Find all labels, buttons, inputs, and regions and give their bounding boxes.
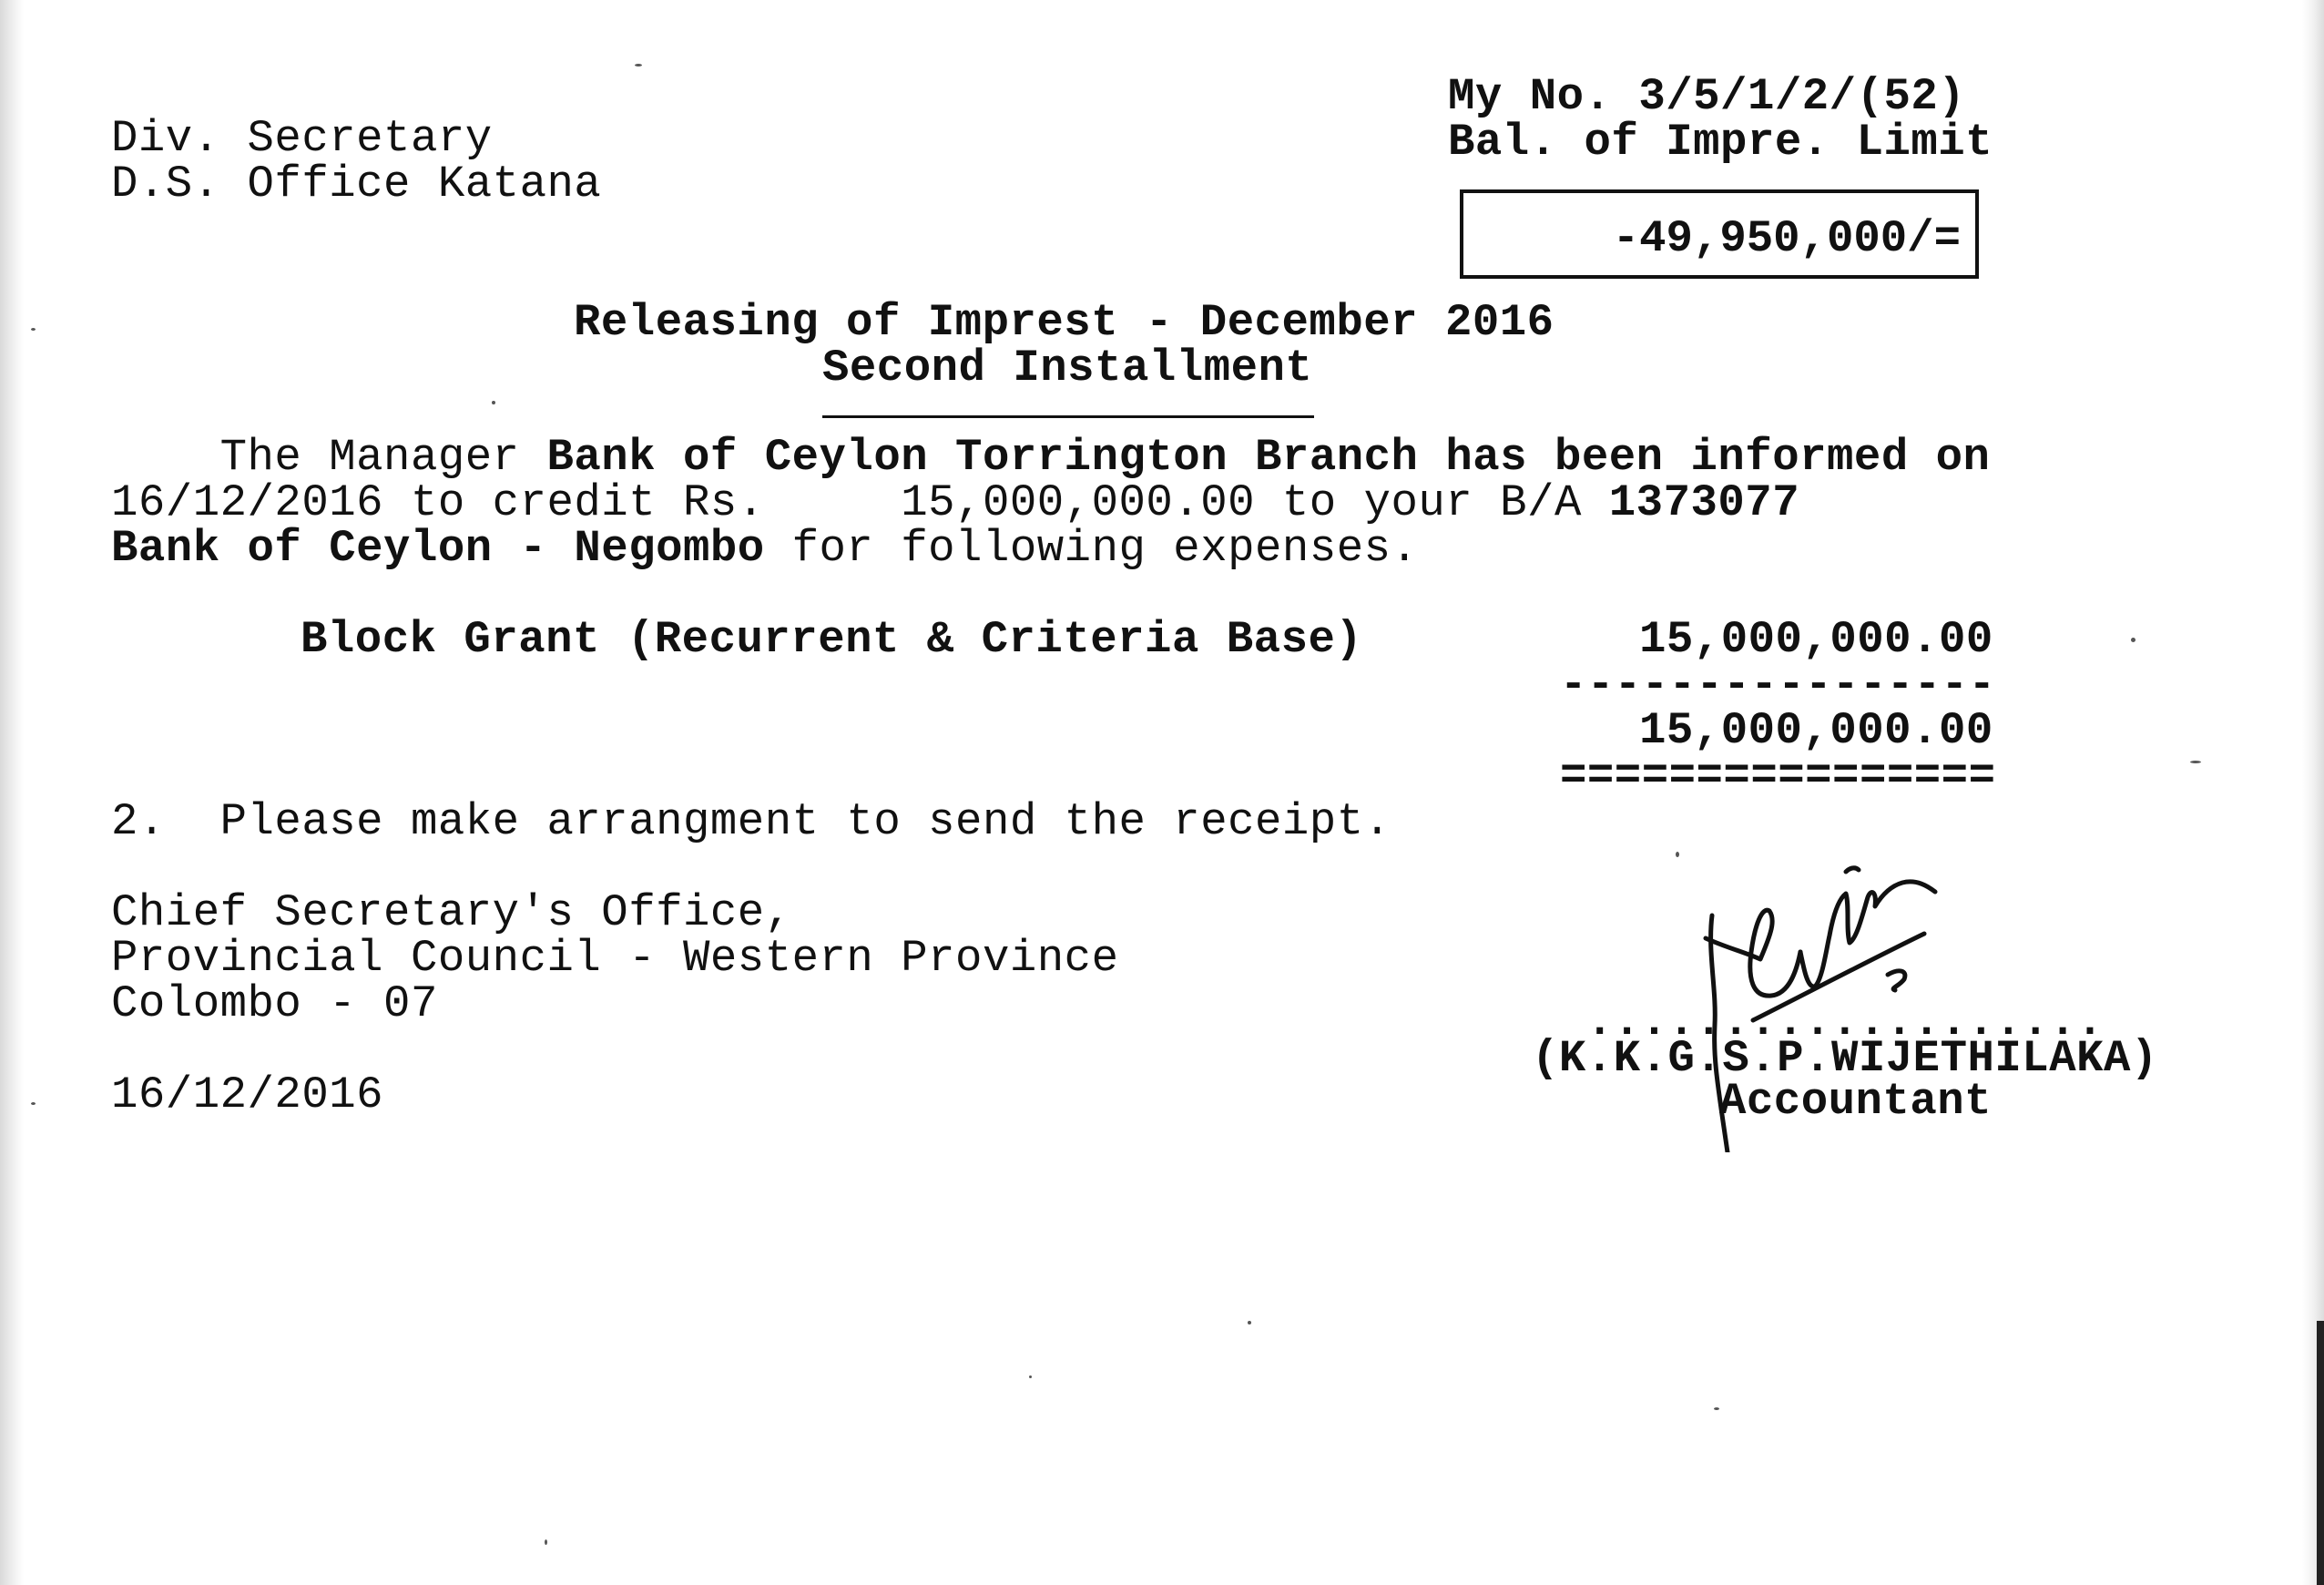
addressee-line-1: Div. Secretary <box>111 113 493 164</box>
expense-separator-double: ================ <box>1560 751 1996 802</box>
body-credit: 16/12/2016 to credit Rs. 15,000,000.00 to your B/A <box>111 477 1609 528</box>
sender-line-1: Chief Secretary's Office, <box>111 887 792 938</box>
balance-value: -49,950,000/= <box>1612 213 1961 264</box>
expense-item-label: Block Grant (Recurrent & Criteria Base) <box>301 614 1363 665</box>
body-informed: has been informed on <box>1418 432 1991 483</box>
bank-branch: Bank of Ceylon Torrington Branch <box>546 432 1419 483</box>
signatory-title: Accountant <box>1719 1076 1993 1127</box>
scan-edge-left <box>0 0 24 1585</box>
account-number: 1373077 <box>1608 477 1800 528</box>
addressee-line-2: D.S. Office Katana <box>111 158 602 210</box>
body-line-1 <box>111 432 1991 483</box>
request-line: 2. Please make arrangment to send the receipt. <box>111 796 1391 847</box>
expense-separator-single: ---------------- <box>1560 660 1996 711</box>
scan-speck <box>2190 761 2201 763</box>
body-expenses: for following expenses. <box>764 523 1419 574</box>
scan-speck <box>545 1539 547 1545</box>
expense-total-amount: 15,000,000.00 <box>1639 705 1993 756</box>
balance-box <box>1460 189 1979 279</box>
document-title: Releasing of Imprest - December 2016 <box>574 297 1554 348</box>
scan-speck <box>31 1102 36 1105</box>
scan-speck <box>1248 1321 1251 1324</box>
body-line-2 <box>111 477 1800 528</box>
scan-speck <box>1676 852 1679 857</box>
sender-line-3: Colombo - 07 <box>111 978 438 1029</box>
scan-speck <box>1714 1407 1719 1410</box>
bank-negombo: Bank of Ceylon - Negombo <box>111 523 765 574</box>
scan-edge-shadow <box>2317 1321 2324 1585</box>
scan-speck <box>635 64 642 66</box>
handwritten-signature <box>1689 852 1993 1152</box>
scan-speck <box>1029 1375 1032 1378</box>
reference-number: My No. 3/5/1/2/(52) <box>1448 71 1966 122</box>
balance-label: Bal. of Impre. Limit <box>1448 117 1993 168</box>
scan-speck <box>492 401 495 404</box>
scan-speck <box>31 328 36 331</box>
sender-line-2: Provincial Council - Western Province <box>111 933 1119 984</box>
body-line-3 <box>111 523 1419 574</box>
signatory-name: (K.K.G.S.P.WIJETHILAKA) <box>1532 1033 2158 1084</box>
document-subtitle: Second Installment <box>822 343 1313 394</box>
body-intro: The Manager <box>111 432 547 483</box>
scan-speck <box>2131 638 2135 642</box>
title-underline <box>822 415 1314 418</box>
document-date: 16/12/2016 <box>111 1069 384 1120</box>
expense-item-amount: 15,000,000.00 <box>1639 614 1993 665</box>
signature-dotted-line: ................... <box>1586 997 2105 1048</box>
